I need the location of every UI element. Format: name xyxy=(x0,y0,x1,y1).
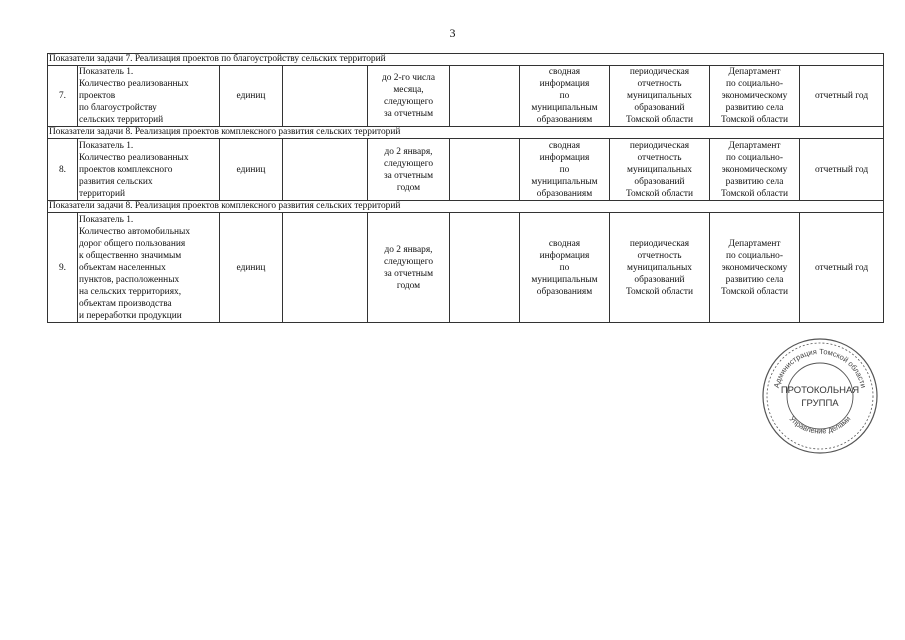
unit-cell: единиц xyxy=(220,213,283,323)
row-number: 8. xyxy=(48,139,78,201)
source-cell: сводная информация по муниципальным образованиям xyxy=(520,139,610,201)
indicator-name: Показатель 1. Количество автомобильных дорог общего пользования к общественно значимым объектам населенных пунктов, расположенных на сельских территориях, объектам производства и переработки продукции xyxy=(78,213,220,323)
row-number: 9. xyxy=(48,213,78,323)
source-cell: сводная информация по муниципальным образованиям xyxy=(520,66,610,127)
period-cell: отчетный год xyxy=(800,66,884,127)
deadline-cell: до 2 января, следующего за отчетным годом xyxy=(368,213,450,323)
indicators-table xyxy=(47,53,884,323)
table-row xyxy=(48,66,884,127)
responsible-cell: Департамент по социально- экономическому развитию села Томской области xyxy=(710,139,800,201)
seal-inner-line1: ПРОТОКОЛЬНАЯ xyxy=(780,385,860,396)
period-cell: отчетный год xyxy=(800,213,884,323)
indicator-name: Показатель 1. Количество реализованных проектов по благоустройству сельских территорий xyxy=(78,66,220,127)
page-number: 3 xyxy=(449,26,456,40)
section-header-8b: Показатели задачи 8. Реализация проектов комплексного развития сельских территорий xyxy=(48,201,884,213)
section-header-row xyxy=(48,201,884,213)
deadline-cell: до 2-го числа месяца, следующего за отчетным xyxy=(368,66,450,127)
unit-cell: единиц xyxy=(220,66,283,127)
source-cell: сводная информация по муниципальным образованиям xyxy=(520,213,610,323)
method-cell: периодическая отчетность муниципальных образований Томской области xyxy=(610,213,710,323)
section-header-8: Показатели задачи 8. Реализация проектов комплексного развития сельских территорий xyxy=(48,127,884,139)
seal-inner-line2: ГРУППА xyxy=(801,398,839,409)
section-header-row xyxy=(48,127,884,139)
section-header-row xyxy=(48,54,884,66)
seal-outer-text: Администрация Томской области xyxy=(771,346,869,389)
period-cell: отчетный год xyxy=(800,139,884,201)
table-row xyxy=(48,213,884,323)
unit-cell: единиц xyxy=(220,139,283,201)
table-row xyxy=(48,139,884,201)
method-cell: периодическая отчетность муниципальных образований Томской области xyxy=(610,139,710,201)
seal-bottom-text: Управление делами xyxy=(787,414,853,436)
responsible-cell: Департамент по социально- экономическому развитию села Томской области xyxy=(710,213,800,323)
empty-cell xyxy=(283,139,368,201)
indicator-name: Показатель 1. Количество реализованных проектов комплексного развития сельских территорий xyxy=(78,139,220,201)
empty-cell xyxy=(283,66,368,127)
method-cell: периодическая отчетность муниципальных образований Томской области xyxy=(610,66,710,127)
empty-cell xyxy=(283,213,368,323)
official-seal xyxy=(760,336,880,456)
empty-cell xyxy=(450,139,520,201)
deadline-cell: до 2 января, следующего за отчетным годом xyxy=(368,139,450,201)
empty-cell xyxy=(450,213,520,323)
row-number: 7. xyxy=(48,66,78,127)
section-header-7: Показатели задачи 7. Реализация проектов по благоустройству сельских территорий xyxy=(48,54,884,66)
empty-cell xyxy=(450,66,520,127)
responsible-cell: Департамент по социально- экономическому развитию села Томской области xyxy=(710,66,800,127)
